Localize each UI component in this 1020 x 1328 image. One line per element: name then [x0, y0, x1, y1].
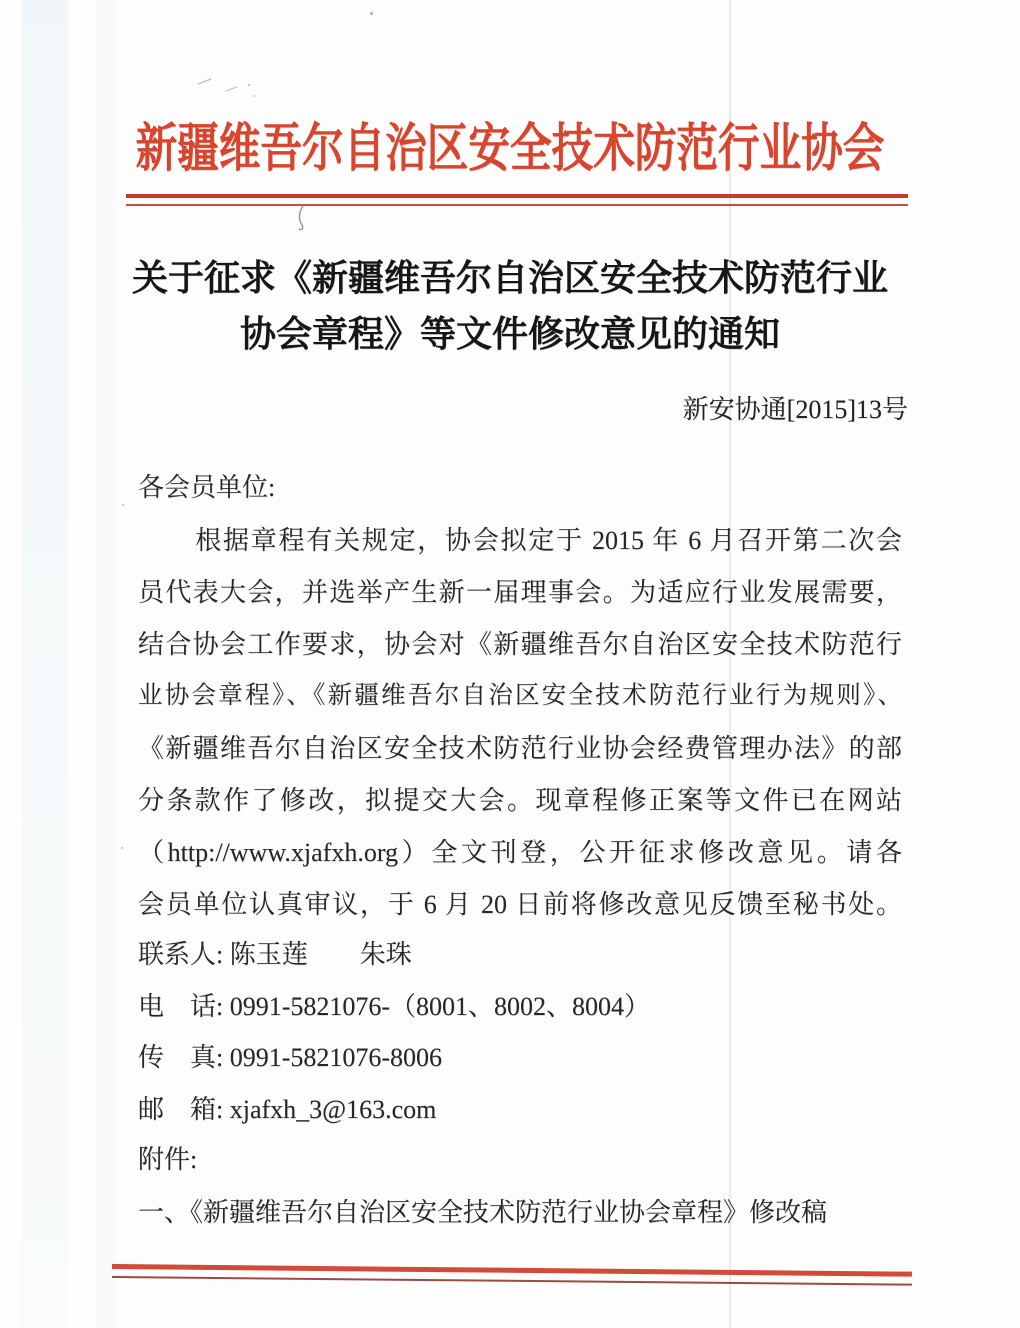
- body-line: 分条款作了修改，拟提交大会。现章程修正案等文件已在网站: [138, 786, 902, 815]
- document-title-line1: 关于征求《新疆维吾尔自治区安全技术防范行业: [131, 258, 888, 298]
- scan-vertical-line-artifact: [729, 0, 731, 1328]
- body-line: 结合协会工作要求，协会对《新疆维吾尔自治区安全技术防范行: [138, 630, 902, 659]
- letterhead-rule-thick: [126, 194, 908, 198]
- document-reference-number: 新安协通[2015]13号: [682, 395, 908, 424]
- letterhead-rule-thin: [126, 204, 908, 206]
- contact-phone-line: 电 话: 0991-5821076-（8001、8002、8004）: [138, 992, 651, 1021]
- body-line: 业协会章程》、《新疆维吾尔自治区安全技术防范行业行为规则》、: [138, 682, 902, 709]
- contact-fax-line: 传 真: 0991-5821076-8006: [138, 1043, 443, 1072]
- attachments-label: 附件:: [138, 1145, 198, 1174]
- contact-email-line: 邮 箱: xjafxh_3@163.com: [138, 1095, 437, 1124]
- salutation: 各会员单位:: [138, 473, 276, 502]
- footer-rule-thick: [112, 1264, 912, 1277]
- body-line: 根据章程有关规定，协会拟定于 2015 年 6 月召开第二次会: [195, 526, 902, 555]
- document-title-line2: 协会章程》等文件修改意见的通知: [239, 314, 780, 354]
- letterhead-org-name: 新疆维吾尔自治区安全技术防范行业协会: [135, 121, 885, 178]
- contact-person-line: 联系人: 陈玉莲 朱珠: [138, 940, 412, 969]
- body-line: 《新疆维吾尔自治区安全技术防范行业协会经费管理办法》的部: [138, 734, 902, 763]
- body-line: 会员单位认真审议，于 6 月 20 日前将修改意见反馈至秘书处。: [138, 890, 902, 919]
- body-line: 员代表大会，并选举产生新一届理事会。为适应行业发展需要，: [138, 578, 902, 607]
- footer-rule-thin: [112, 1276, 912, 1286]
- scan-band: [22, 0, 68, 1328]
- scan-band: [96, 0, 116, 1328]
- attachment-item-1: 一、《新疆维吾尔自治区安全技术防范行业协会章程》修改稿: [138, 1198, 828, 1227]
- body-line: （http://www.xjafxh.org）全文刊登，公开征求修改意见。请各: [138, 838, 902, 867]
- pen-squiggle-artifact: [299, 206, 303, 230]
